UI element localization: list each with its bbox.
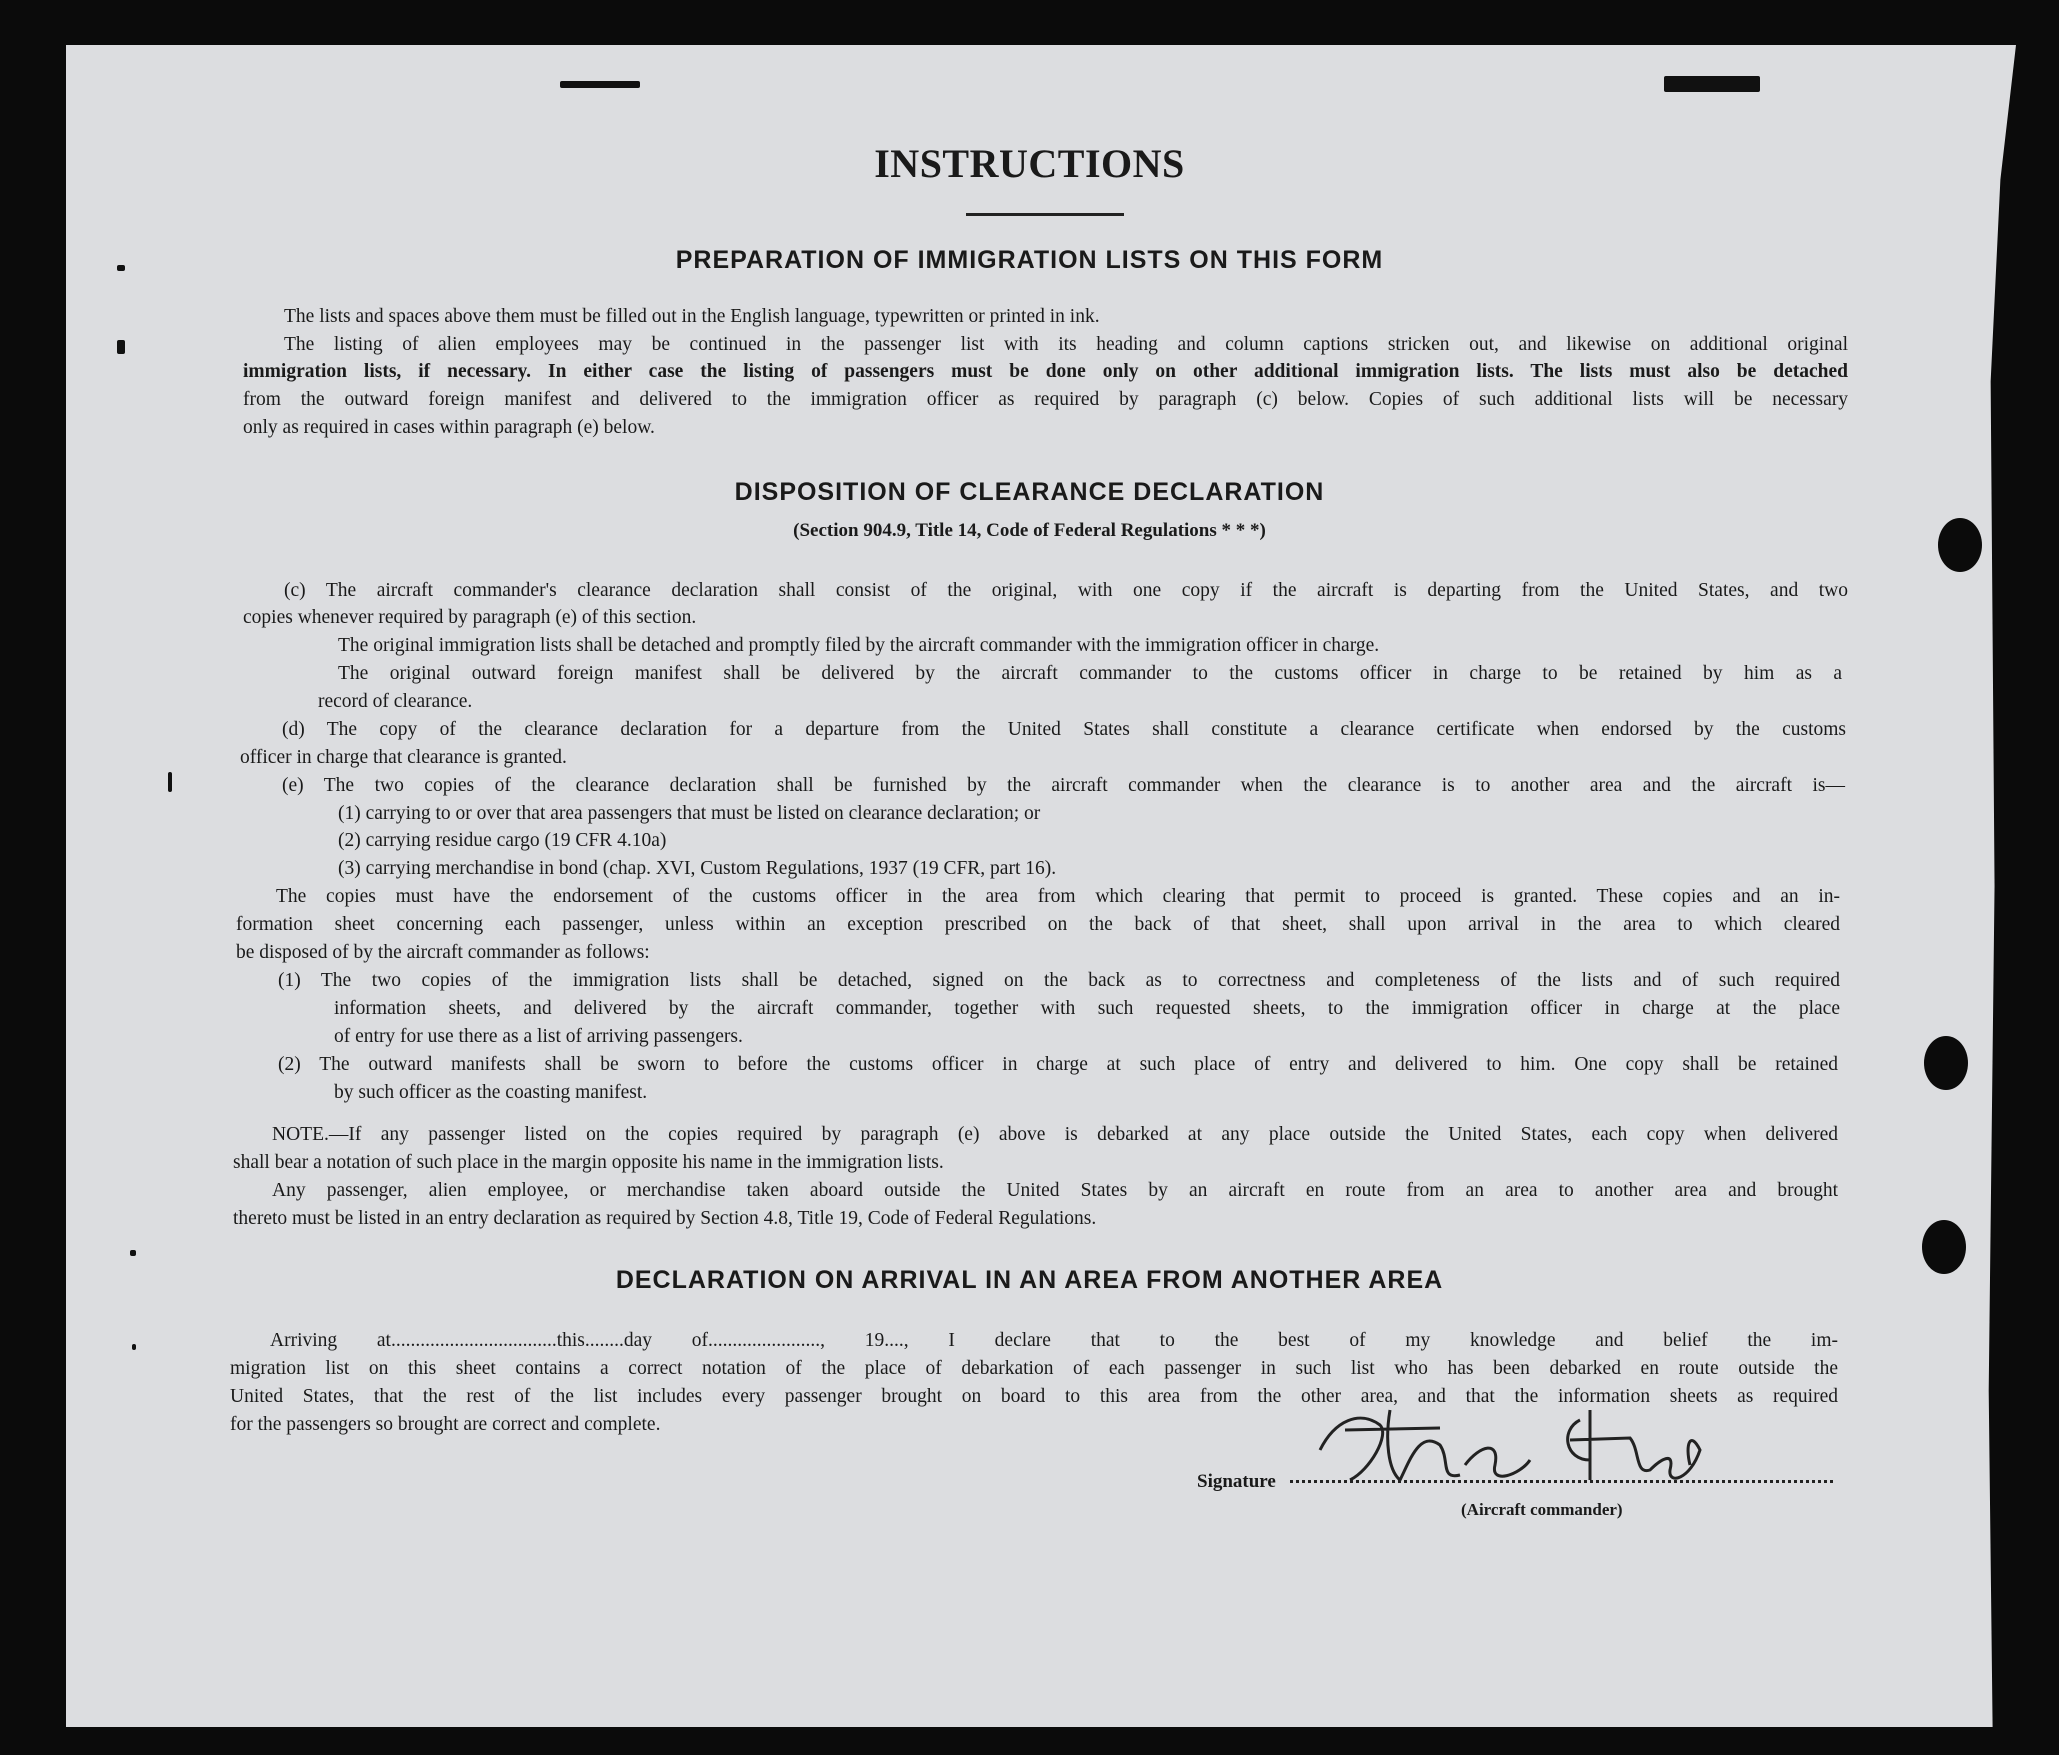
disposition-line: (2) The outward manifests shall be sworn to before the customs officer in charge at such place of entry and delivered to him. One copy shall be retained <box>278 1054 1838 1075</box>
page-title: INSTRUCTIONS <box>874 141 1185 186</box>
disposition-line: (e) The two copies of the clearance declaration shall be furnished by the aircraft commander when the clearance is to another area and the aircraft is— <box>282 775 1845 796</box>
declaration-line: for the passengers so brought are correct and complete. <box>230 1414 661 1435</box>
punch-hole <box>1924 1036 1968 1090</box>
section-heading-disposition: DISPOSITION OF CLEARANCE DECLARATION <box>734 478 1325 506</box>
signature-label: Signature <box>1197 1471 1276 1492</box>
prep-line: from the outward foreign manifest and delivered to the immigration officer as required by paragraph (c) below. Copies of such additional lists will be necessary <box>243 389 1848 410</box>
scan-mark <box>132 1344 136 1350</box>
scan-mark <box>560 81 640 88</box>
scan-mark <box>130 1250 136 1256</box>
disposition-line: record of clearance. <box>318 691 473 712</box>
disposition-line: officer in charge that clearance is granted. <box>240 747 567 768</box>
disposition-line: (3) carrying merchandise in bond (chap. XVI, Custom Regulations, 1937 (19 CFR, part 16). <box>338 858 1057 879</box>
declaration-line: migration list on this sheet contains a correct notation of the place of debarkation of each passenger in such list who has been debarked en route outside the <box>230 1358 1838 1379</box>
declaration-line: United States, that the rest of the list includes every passenger brought on board to this area from the other area, and that the information sheets as required <box>230 1386 1838 1407</box>
declaration-line: Arriving at..................................this........day of......................., 19...., I declare that to the best of my knowledge and belief the im- <box>270 1330 1838 1351</box>
scan-mark <box>117 340 125 354</box>
section-subheading: (Section 904.9, Title 14, Code of Federal Regulations * * *) <box>793 520 1266 541</box>
title-rule <box>966 213 1124 216</box>
disposition-line: The original outward foreign manifest shall be delivered by the aircraft commander to the customs officer in charge to be retained by him as a <box>338 663 1842 684</box>
note-line: NOTE.—If any passenger listed on the copies required by paragraph (e) above is debarked at any place outside the United States, each copy when delivered <box>272 1124 1838 1145</box>
disposition-line: (1) carrying to or over that area passengers that must be listed on clearance declaration; or <box>338 803 1041 824</box>
prep-line: The lists and spaces above them must be filled out in the English language, typewritten or printed in ink. <box>284 306 1100 327</box>
prep-line: only as required in cases within paragraph (e) below. <box>243 417 655 438</box>
section-heading-preparation: PREPARATION OF IMMIGRATION LISTS ON THIS FORM <box>675 246 1384 274</box>
disposition-line: be disposed of by the aircraft commander as follows: <box>236 942 650 963</box>
disposition-line: by such officer as the coasting manifest. <box>334 1082 648 1103</box>
section-heading-declaration: DECLARATION ON ARRIVAL IN AN AREA FROM ANOTHER AREA <box>615 1266 1444 1294</box>
note-line: thereto must be listed in an entry declaration as required by Section 4.8, Title 19, Code of Federal Regulations. <box>233 1208 1097 1229</box>
note-line: shall bear a notation of such place in the margin opposite his name in the immigration lists. <box>233 1152 944 1173</box>
signature-caption: (Aircraft commander) <box>1461 1500 1623 1519</box>
prep-line: immigration lists, if necessary. In either case the listing of passengers must be done only on other additional immigration lists. The lists must also be detached <box>243 361 1848 382</box>
disposition-line: information sheets, and delivered by the aircraft commander, together with such requested sheets, to the immigration officer in charge at the place <box>334 998 1840 1019</box>
handwritten-signature <box>1290 1390 1710 1500</box>
scan-mark <box>168 772 172 792</box>
disposition-line: (c) The aircraft commander's clearance declaration shall consist of the original, with one copy if the aircraft is departing from the United States, and two <box>284 580 1848 601</box>
note-line: Any passenger, alien employee, or merchandise taken aboard outside the United States by an aircraft en route from an area to another area and brought <box>272 1180 1838 1201</box>
disposition-line: formation sheet concerning each passenger, unless within an exception prescribed on the back of that sheet, shall upon arrival in the area to which cleared <box>236 914 1840 935</box>
disposition-line: (2) carrying residue cargo (19 CFR 4.10a) <box>338 830 667 851</box>
disposition-line: (1) The two copies of the immigration lists shall be detached, signed on the back as to correctness and completeness of the lists and of such required <box>278 970 1840 991</box>
disposition-line: of entry for use there as a list of arriving passengers. <box>334 1026 743 1047</box>
scan-mark <box>1664 76 1760 92</box>
disposition-line: The original immigration lists shall be detached and promptly filed by the aircraft commander with the immigration officer in charge. <box>338 635 1380 656</box>
disposition-line: copies whenever required by paragraph (e) of this section. <box>243 607 697 628</box>
disposition-line: The copies must have the endorsement of the customs officer in the area from which clearing that permit to proceed is granted. These copies and an in- <box>276 886 1840 907</box>
disposition-line: (d) The copy of the clearance declaration for a departure from the United States shall constitute a clearance certificate when endorsed by the customs <box>282 719 1846 740</box>
prep-line: The listing of alien employees may be continued in the passenger list with its heading and column captions stricken out, and likewise on additional original <box>284 334 1848 355</box>
